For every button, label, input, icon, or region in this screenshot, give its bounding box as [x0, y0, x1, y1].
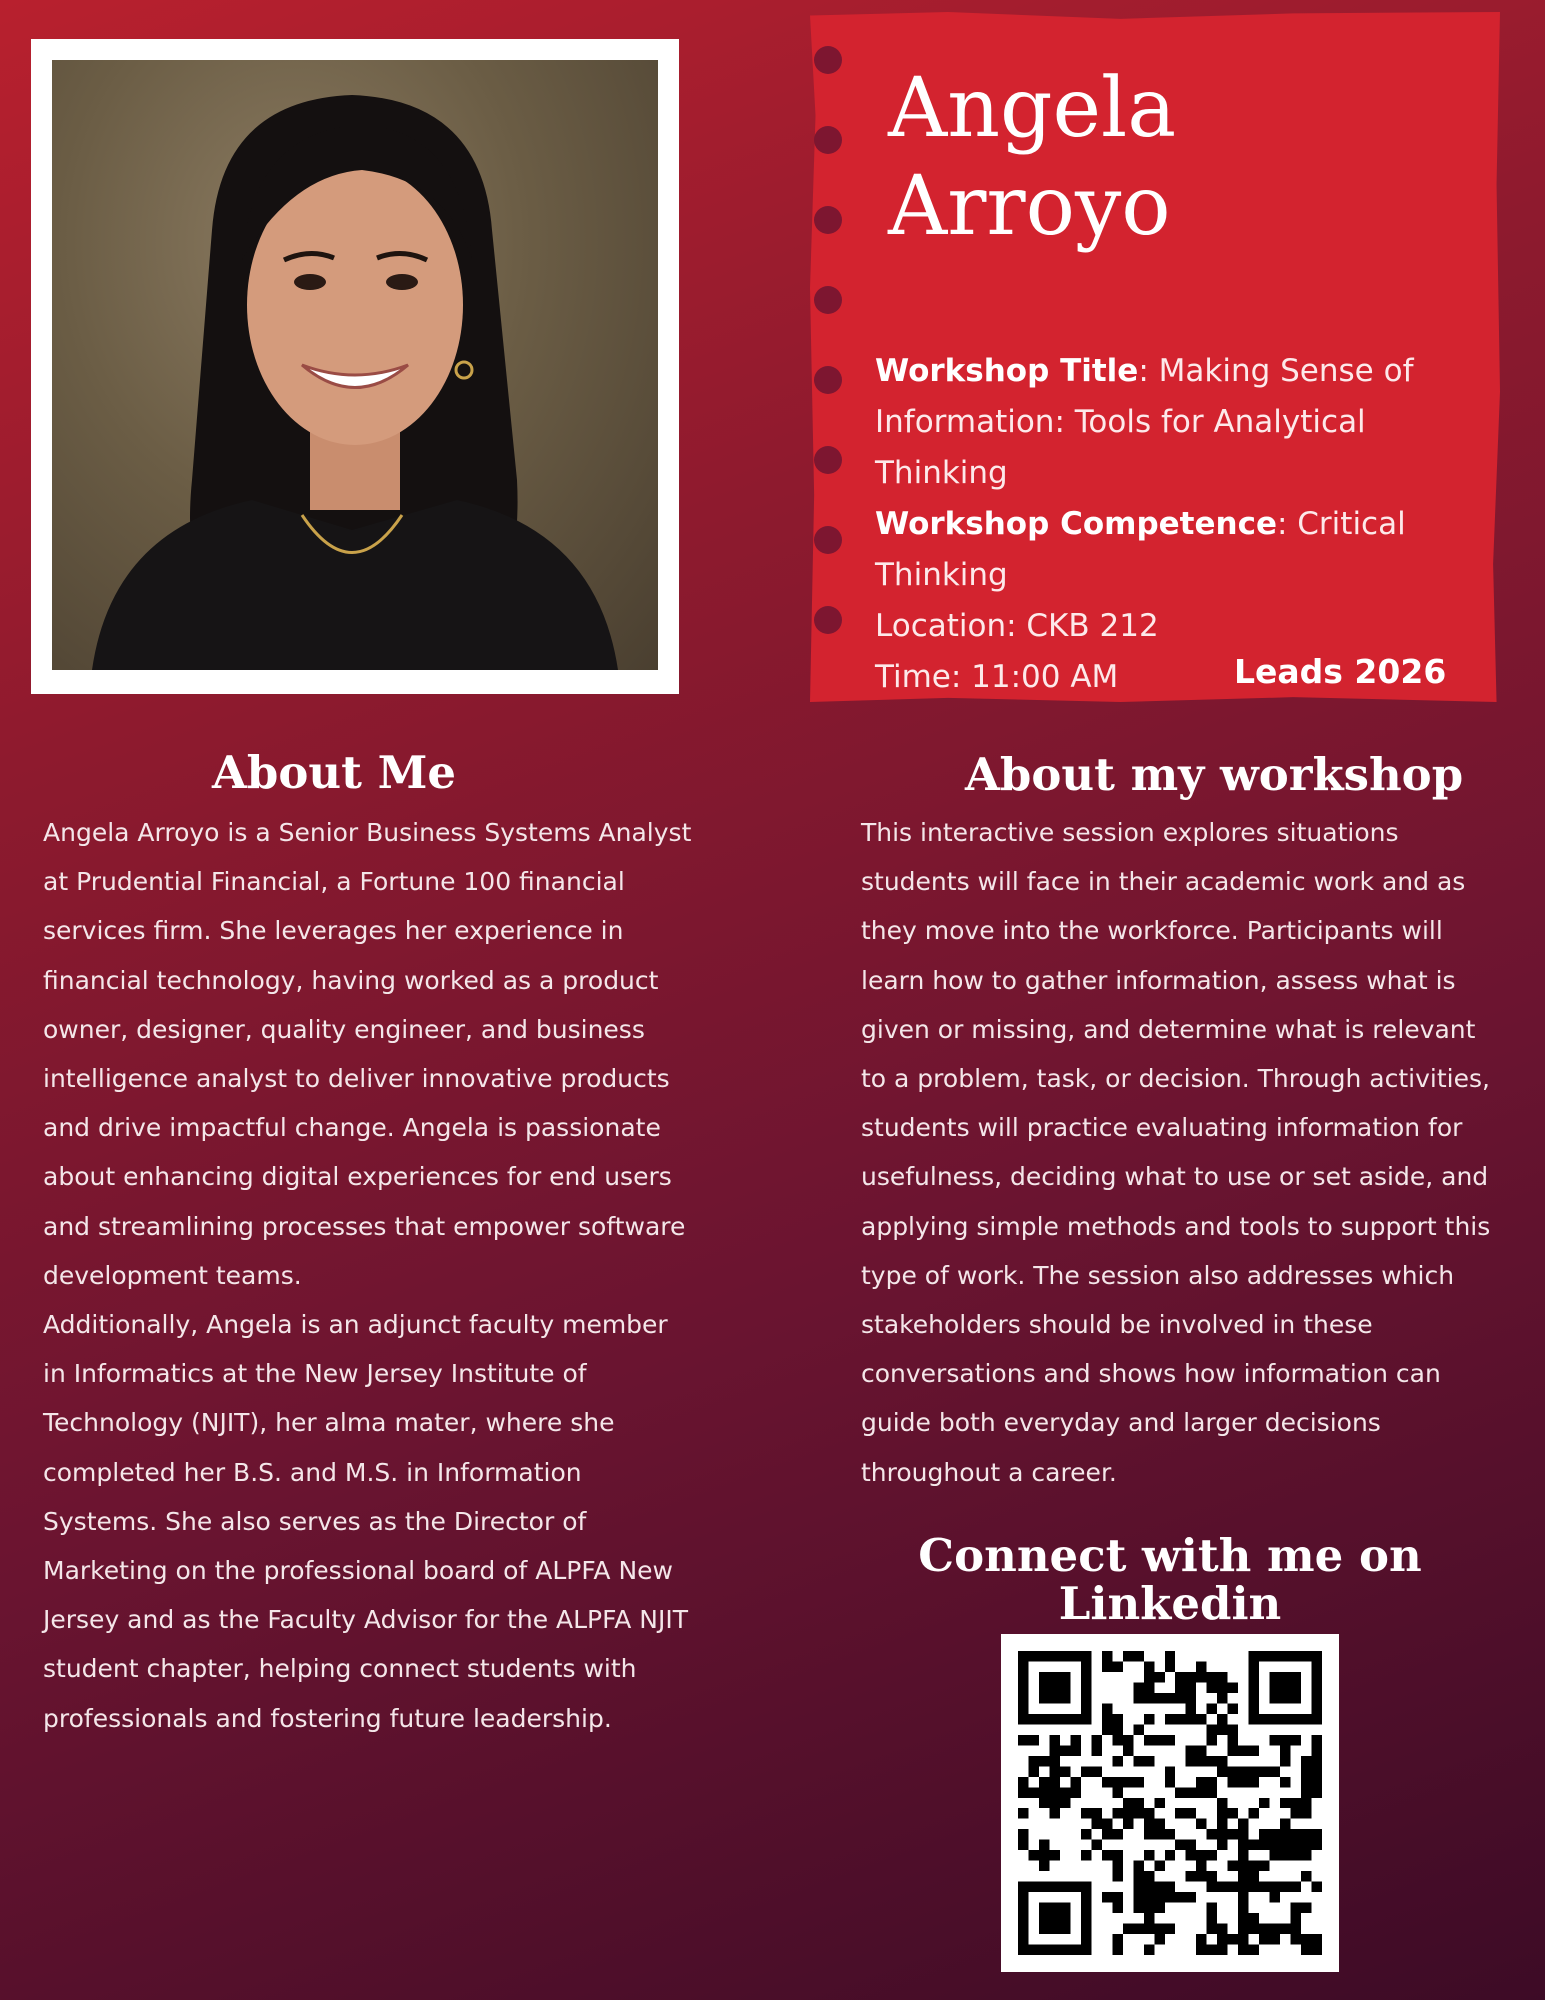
- headshot-illustration: [52, 60, 658, 670]
- about-me-paragraph-2: Additionally, Angela is an adjunct faculty member in Informatics at the New Jersey Institute of Technology (NJIT), her alma mater, where she completed her B.S. and M.S. in Information Systems. She also serves as the Director of Marketing on the professional board of ALPFA New Jersey and as the Faculty Advisor for the ALPFA NJIT student chapter, helping connect students with professionals and fostering future leadership.: [43, 1310, 688, 1733]
- workshop-location: Location: CKB 212: [875, 608, 1159, 644]
- linkedin-qr-code[interactable]: [1001, 1634, 1339, 1972]
- workshop-title-value: : Making Sense of Information: Tools for Analytical Thinking: [875, 353, 1414, 491]
- about-me-heading: About Me: [212, 746, 457, 799]
- workshop-competence-value: : Critical Thinking: [875, 506, 1406, 593]
- about-workshop-text: This interactive session explores situations students will face in their academic work and as they move into the workforce. Participants will learn how to gather information, assess what is given or missing, and determine what is relevant to a problem, task, or decision. Through activities, students will practice evaluating information for usefulness, deciding what to use or set aside, and applying simple methods and tools to support this type of work. The session also addresses which stakeholders should be involved in these conversations and shows how information can guide both everyday and larger decisions throughout a career.: [861, 818, 1491, 1487]
- leads-badge: Leads 2026: [1234, 652, 1447, 691]
- headshot-frame: [31, 39, 679, 694]
- speaker-last-name: Arroyo: [888, 159, 1171, 254]
- speaker-name: [888, 60, 1448, 256]
- speaker-first-name: Angela: [888, 61, 1177, 156]
- connect-heading: Connect with me on Linkedin: [918, 1529, 1422, 1630]
- qr-code-icon: [1018, 1651, 1322, 1955]
- workshop-title-label: Workshop Title: [875, 353, 1139, 389]
- workshop-info: [875, 346, 1435, 703]
- about-workshop-heading: About my workshop: [965, 748, 1464, 801]
- workshop-title-row: [875, 346, 1435, 499]
- workshop-competence-label: Workshop Competence: [875, 506, 1277, 542]
- workshop-competence-row: [875, 499, 1435, 601]
- about-me-paragraph-1: Angela Arroyo is a Senior Business Systems Analyst at Prudential Financial, a Fortune 100 financial services firm. She leverages her experience in financial technology, having worked as a product owner, designer, quality engineer, and business intelligence analyst to deliver innovative products and drive impactful change. Angela is passionate about enhancing digital experiences for end users and streamlining processes that empower software development teams.: [43, 818, 692, 1290]
- about-me-text: [43, 808, 693, 1743]
- notebook-spiral-icon: [810, 40, 850, 680]
- headshot-photo: [52, 60, 658, 670]
- workshop-time: Time: 11:00 AM: [875, 659, 1119, 695]
